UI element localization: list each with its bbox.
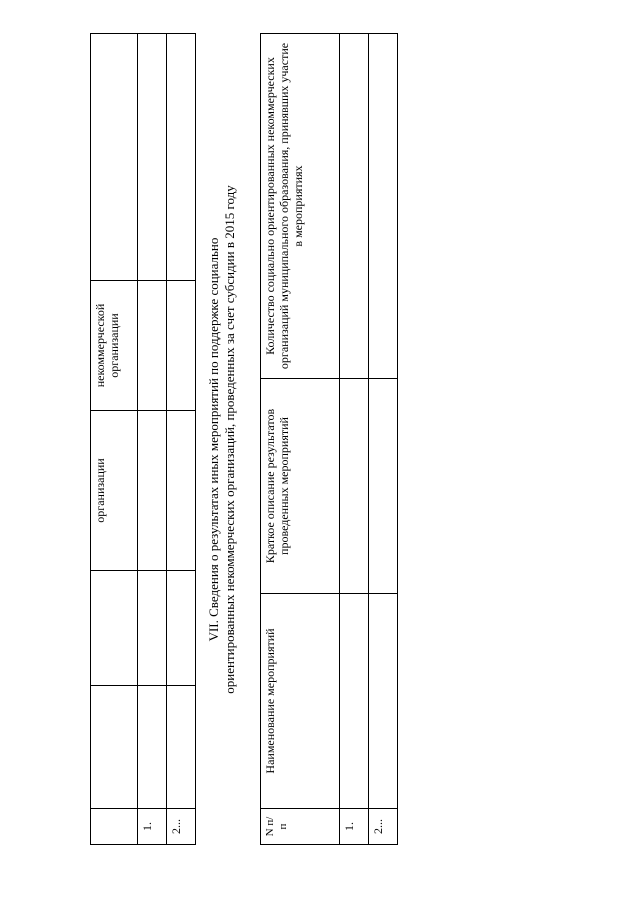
- row-number: 2...: [369, 809, 398, 845]
- heading-line: ориентированных некоммерческих организаций, проведенных за счет субсидии в 2015 году: [221, 185, 237, 694]
- table-cell: [369, 594, 398, 809]
- table-cell: [340, 379, 369, 594]
- table-cell: [167, 686, 196, 809]
- table-cell: [340, 34, 369, 379]
- header-cell: [91, 809, 138, 845]
- header-cell: [91, 34, 138, 281]
- header-cell: организации: [91, 411, 138, 571]
- table-header-row: [261, 34, 340, 845]
- table-cell: [369, 34, 398, 379]
- table-cell: [138, 571, 167, 686]
- section-vii-table: [260, 33, 398, 845]
- table-row: [167, 34, 196, 845]
- table-cell: [167, 281, 196, 411]
- table-cell: [340, 594, 369, 809]
- section-heading: [206, 34, 237, 845]
- table-cell: [138, 411, 167, 571]
- table-row: [369, 34, 398, 845]
- header-cell-results: Краткое описание результатов проведенных мероприятий: [261, 379, 340, 594]
- heading-line: VII. Сведения о результатах иных мероприятий по поддержке социально: [206, 237, 221, 642]
- row-number: 1.: [138, 809, 167, 845]
- header-cell: [91, 571, 138, 686]
- table-header-row: [91, 34, 138, 845]
- header-cell: некоммерческой организации: [91, 281, 138, 411]
- table-cell: [369, 379, 398, 594]
- table-cell: [167, 571, 196, 686]
- header-cell-event-name: Наименование мероприятий: [261, 594, 340, 809]
- table-cell: [138, 34, 167, 281]
- header-cell: [91, 686, 138, 809]
- table-cell: [167, 34, 196, 281]
- row-number: 1.: [340, 809, 369, 845]
- row-number: 2...: [167, 809, 196, 845]
- table-cell: [138, 686, 167, 809]
- header-cell-number: N п/п: [261, 809, 340, 845]
- table-cell: [138, 281, 167, 411]
- table-cell: [167, 411, 196, 571]
- previous-section-table: [90, 33, 196, 845]
- table-row: [340, 34, 369, 845]
- table-row: [138, 34, 167, 845]
- header-cell-org-count: Количество социально ориентированных некоммерческих организаций муниципального образования, принявших участие в мероприятиях: [261, 34, 340, 379]
